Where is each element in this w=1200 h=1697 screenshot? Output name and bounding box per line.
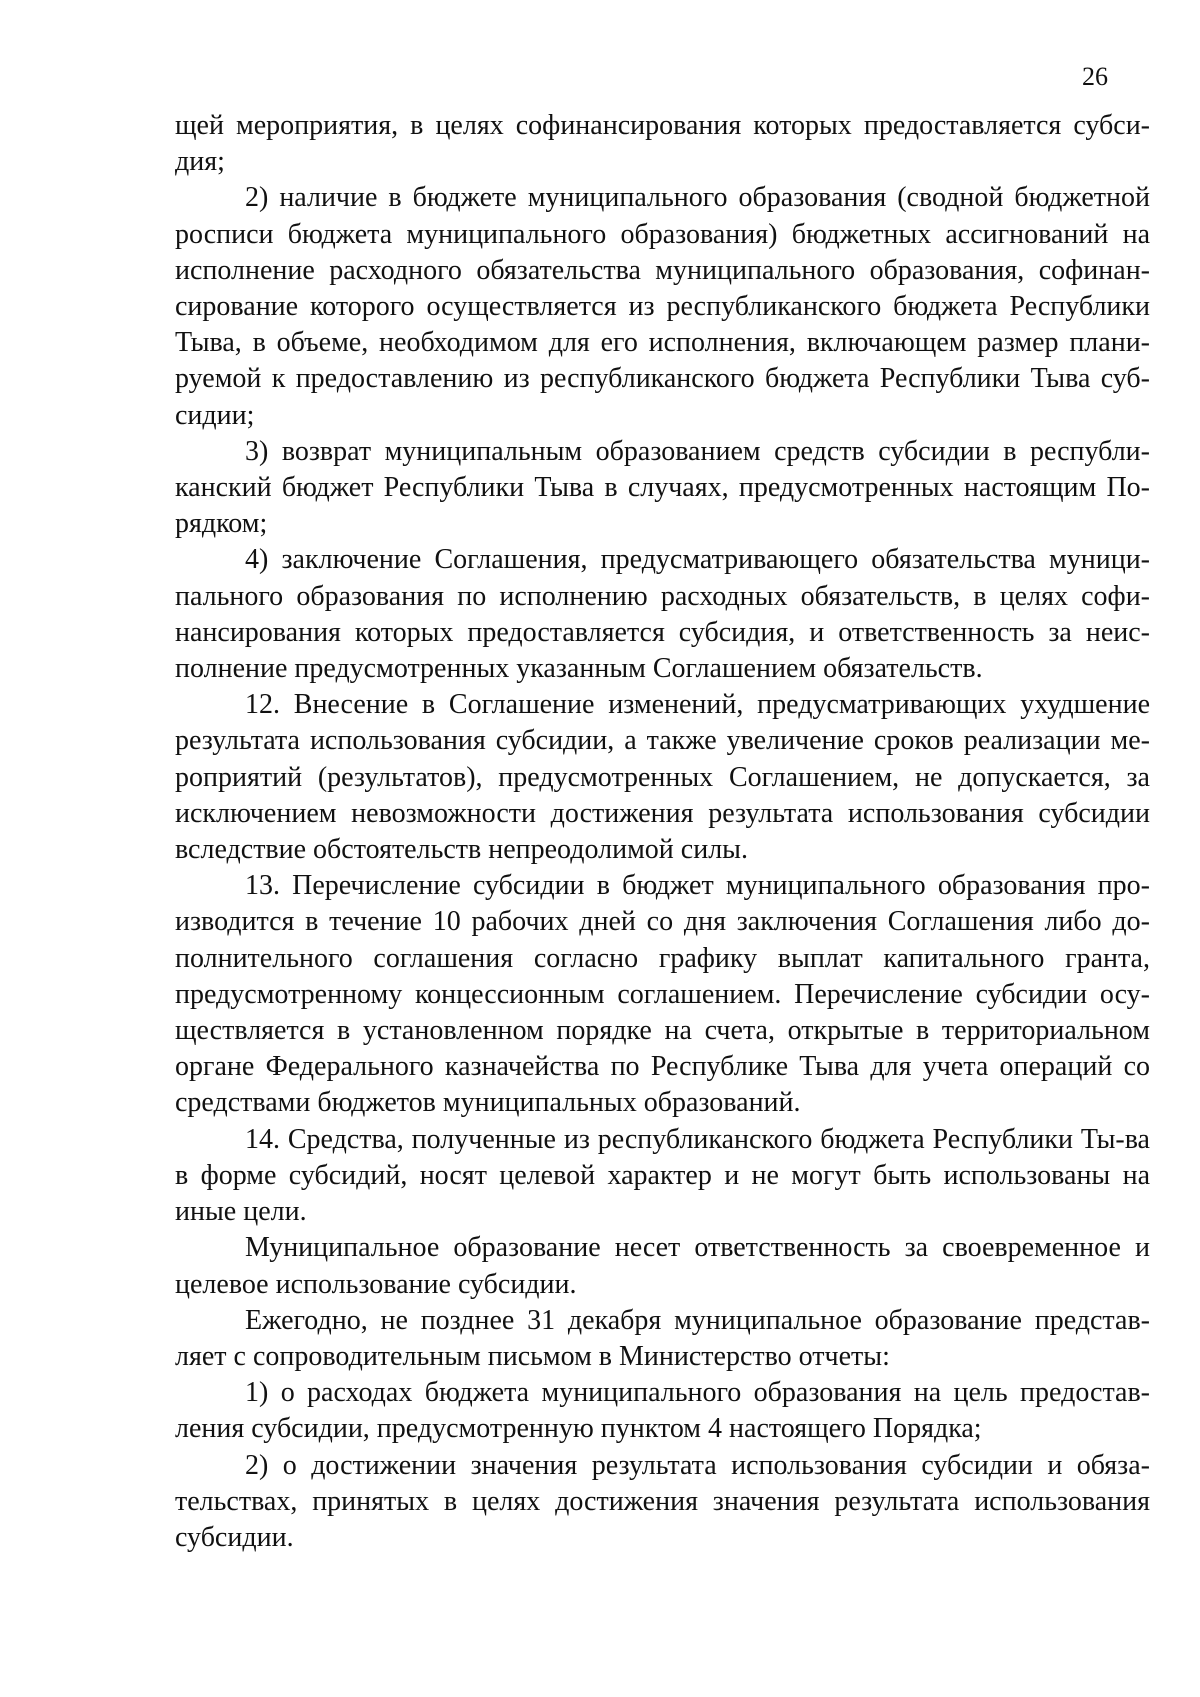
paragraph-report-2: 2) о достижении значения результата использования субсидии и обяза-тельствах, принятых в целях достижения значения результата использования субсидии. [175, 1449, 1150, 1553]
paragraph-clause-12: 12. Внесение в Соглашение изменений, предусматривающих ухудшение результата использования субсидии, а также увеличение сроков реализации ме-роприятий (результатов), предусмотренных Соглашением, не допускается, за исключением невозможности достижения результата использования субсидии вследствие обстоятельств непреодолимой силы. [175, 689, 1150, 866]
paragraph-item-2: 2) наличие в бюджете муниципального образования (сводной бюджетной росписи бюджета муниципального образования) бюджетных ассигнований на исполнение расходного обязательства муниципального образования, софинан-сирование которого осуществляется из республиканского бюджета Республики Тыва, в объеме, необходимом для его исполнения, включающем размер плани-руемой к предоставлению из республиканского бюджета Республики Тыва суб-сидии; [175, 182, 1150, 431]
paragraph-clause-14: 14. Средства, полученные из республиканского бюджета Республики Ты-ва в форме субсидий, носят целевой характер и не могут быть использованы на иные цели. [175, 1123, 1150, 1228]
paragraph-responsibility: Муниципальное образование несет ответственность за своевременное и целевое использование субсидии. [175, 1232, 1150, 1300]
page-number: 26 [1082, 62, 1108, 91]
paragraph-clause-13: 13. Перечисление субсидии в бюджет муниципального образования про-изводится в течение 10 рабочих дней со дня заключения Соглашения либо до-полнительного соглашения согласно графику выплат капитального гранта, предусмотренному концессионным соглашением. Перечисление субсидии осу-ществляется в установленном порядке на счета, открытые в территориальном органе Федерального казначейства по Республике Тыва для учета операций со средствами бюджетов муниципальных образований. [175, 870, 1150, 1119]
paragraph-annual-reports: Ежегодно, не позднее 31 декабря муниципальное образование представ-ляет с сопроводительным письмом в Министерство отчеты: [175, 1304, 1150, 1372]
paragraph-item-3: 3) возврат муниципальным образованием средств субсидии в республи-канский бюджет Республики Тыва в случаях, предусмотренных настоящим По-рядком; [175, 435, 1150, 540]
paragraph-continuation: щей мероприятия, в целях софинансирования которых предоставляется субси-дия; [175, 110, 1150, 178]
paragraph-report-1: 1) о расходах бюджета муниципального образования на цель предостав-ления субсидии, предусмотренную пунктом 4 настоящего Порядка; [175, 1377, 1150, 1445]
document-body [175, 108, 1150, 1556]
paragraph-item-4: 4) заключение Соглашения, предусматривающего обязательства муници-пального образования по исполнению расходных обязательств, в целях софи-нансирования которых предоставляется субсидия, и ответственность за неис-полнение предусмотренных указанным Соглашением обязательств. [175, 544, 1150, 685]
